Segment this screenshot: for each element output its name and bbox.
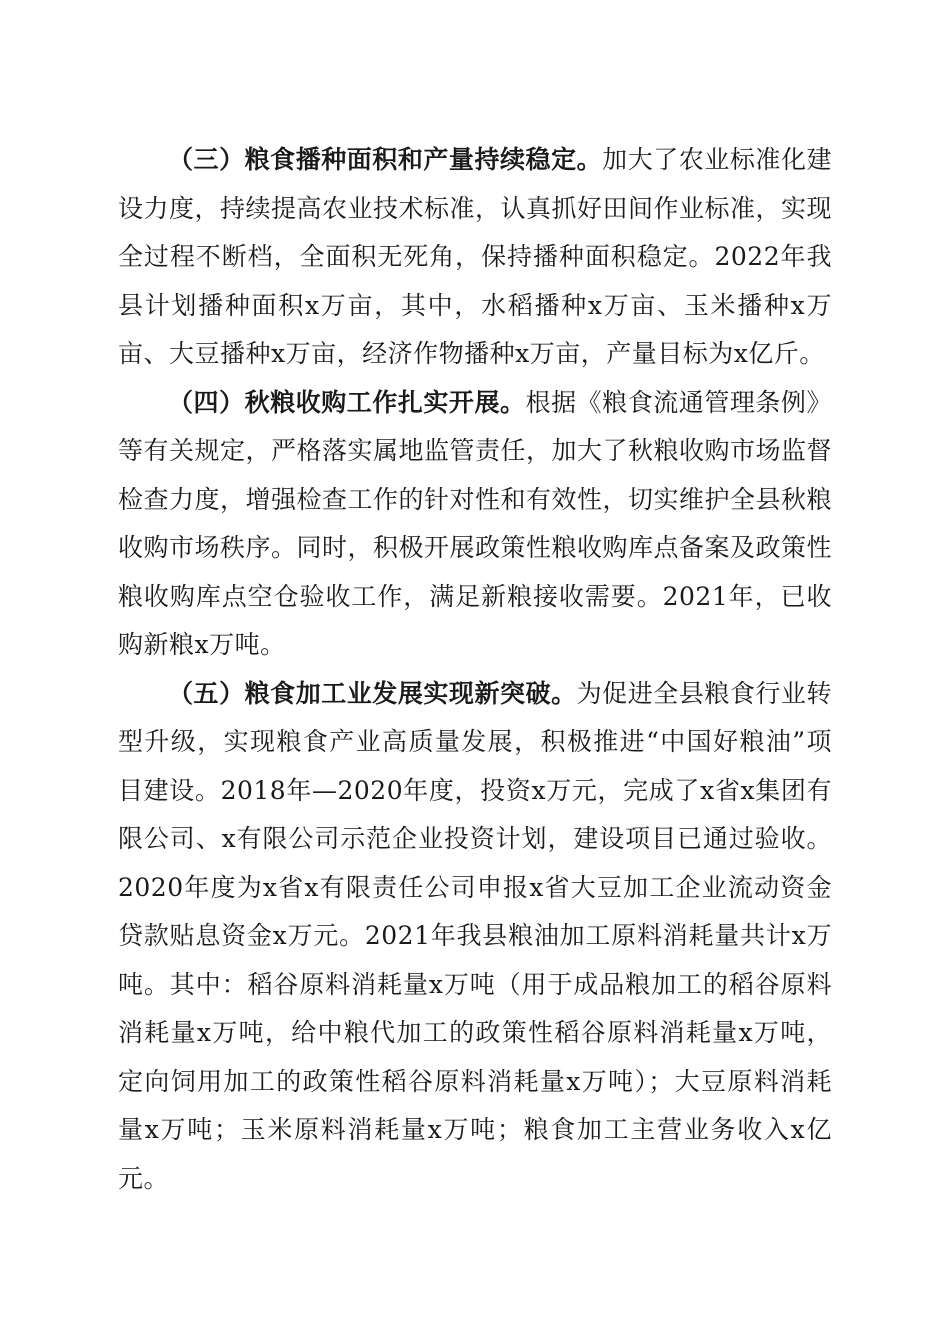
paragraph-grain-planting xyxy=(118,136,832,379)
paragraph-heading: （五）粮食加工业发展实现新突破。 xyxy=(168,678,577,708)
paragraph-grain-processing xyxy=(118,670,832,1204)
paragraph-body: 根据《粮食流通管理条例》等有关规定，严格落实属地监管责任，加大了秋粮收购市场监督检查力度，增强检查工作的针对性和有效性，切实维护全县秋粮收购市场秩序。同时，积极开展政策性粮收购库点备案及政策性粮收购库点空仓验收工作，满足新粮接收需要。2021年，已收购新粮x万吨。 xyxy=(118,387,833,659)
paragraph-heading: （四）秋粮收购工作扎实开展。 xyxy=(168,387,526,417)
paragraph-autumn-grain-purchase xyxy=(118,379,832,670)
document-page xyxy=(118,136,832,1203)
paragraph-body: 为促进全县粮食行业转型升级，实现粮食产业高质量发展，积极推进“中国好粮油”项目建设。2018年—2020年度，投资x万元，完成了x省x集团有限公司、x有限公司示范企业投资计划，建设项目已通过验收。2020年度为x省x有限责任公司申报x省大豆加工企业流动资金贷款贴息资金x万元。2021年我县粮油加工原料消耗量共计x万吨。其中：稻谷原料消耗量x万吨（用于成品粮加工的稻谷原料消耗量x万吨，给中粮代加工的政策性稻谷原料消耗量x万吨，定向饲用加工的政策性稻谷原料消耗量x万吨）；大豆原料消耗量x万吨；玉米原料消耗量x万吨；粮食加工主营业务收入x亿元。 xyxy=(118,678,832,1193)
paragraph-heading: （三）粮食播种面积和产量持续稳定。 xyxy=(168,145,603,174)
paragraph-body: 加大了农业标准化建设力度，持续提高农业技术标准，认真抓好田间作业标准，实现全过程不断档，全面积无死角，保持播种面积稳定。2022年我县计划播种面积x万亩，其中，水稻播种x万亩、玉米播种x万亩、大豆播种x万亩，经济作物播种x万亩，产量目标为x亿斤。 xyxy=(118,145,833,368)
